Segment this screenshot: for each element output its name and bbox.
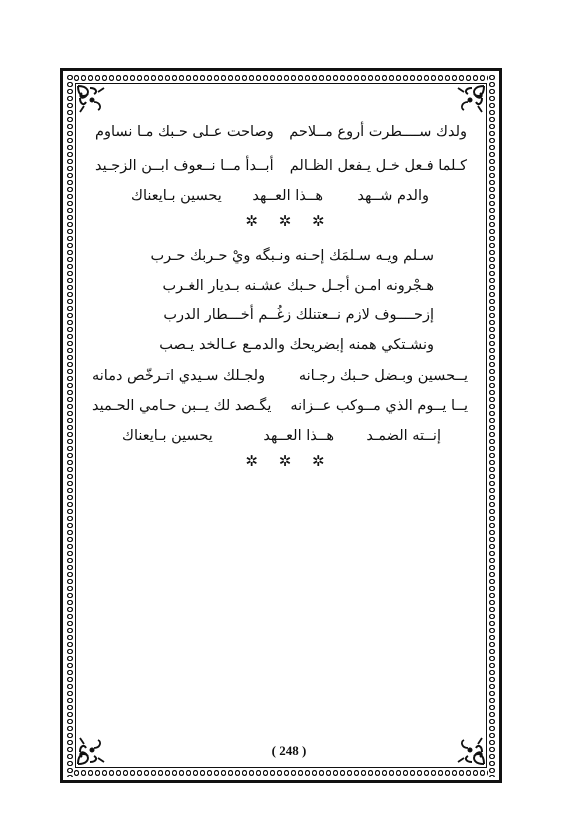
- hemistich-left: أبــدأ مــا نــعوف ابــن الزجـيد: [95, 158, 274, 174]
- corner-ornament-top-left-icon: [76, 84, 108, 116]
- hemistich-right: يــحسين وبـضل حـبك رجـانه: [298, 368, 468, 384]
- couplet: [92, 398, 468, 418]
- hemistich-left: يحسين بـايعناك: [122, 428, 213, 444]
- verse-line: هـجْرونه امـن أجـل حـبك عشـنه بـديار الغـرب: [162, 278, 434, 294]
- divider-stars: ✲ ✲ ✲: [245, 452, 333, 470]
- hemistich-right: والدم شــهد: [357, 188, 429, 204]
- couplet: [95, 158, 467, 178]
- page-number: ( 248 ): [271, 743, 307, 758]
- divider-stars: ✲ ✲ ✲: [245, 212, 333, 230]
- couplet: [95, 188, 467, 208]
- corner-ornament-top-right-icon: [454, 84, 486, 116]
- couplet: [95, 124, 467, 144]
- verse-line: ونشـتكي همنه إبضريحك والدمـع عـالخد يـصب: [159, 337, 434, 353]
- verse-line: إزحــــوف لازم نــعتنلك زغُــم أخـــطار الدرب: [163, 307, 434, 323]
- border-chain-left: [66, 74, 74, 777]
- hemistich-left: يگـصد لك يــبن حـامي الحـميد: [92, 398, 272, 414]
- hemistich-middle: هــذا العــهد: [252, 188, 323, 204]
- hemistich-right: إنــته الضمـد: [366, 428, 441, 444]
- verse-line: سـلم ويـه سـلمَك إحـنه ونـبگه ويْ حـربك حـرب: [150, 248, 434, 264]
- hemistich-left: ولجـلك سـيدي اتـرخّص دمانه: [92, 368, 266, 384]
- hemistich-left: وصاحت عـلى حـبك مـا نساوم: [95, 124, 274, 140]
- hemistich-left: يحسين بـايعناك: [131, 188, 222, 204]
- border-chain-right: [488, 74, 496, 777]
- hemistich-middle: هــذا العــهد: [263, 428, 334, 444]
- hemistich-right: ولدك ســــطرت أروع مــلاحم: [289, 124, 467, 140]
- stanza-3: [92, 368, 468, 458]
- hemistich-right: يــا يــوم الذي مــوكب عــزانه: [290, 398, 468, 414]
- stanza-1: [95, 124, 467, 214]
- couplet: [92, 428, 468, 448]
- border-chain-bottom: [66, 769, 496, 777]
- stanza-2: [150, 248, 434, 358]
- hemistich-right: كـلما فـعل خـل يـفعل الظـالم: [289, 158, 467, 174]
- border-chain-top: [66, 74, 496, 82]
- couplet: [92, 368, 468, 388]
